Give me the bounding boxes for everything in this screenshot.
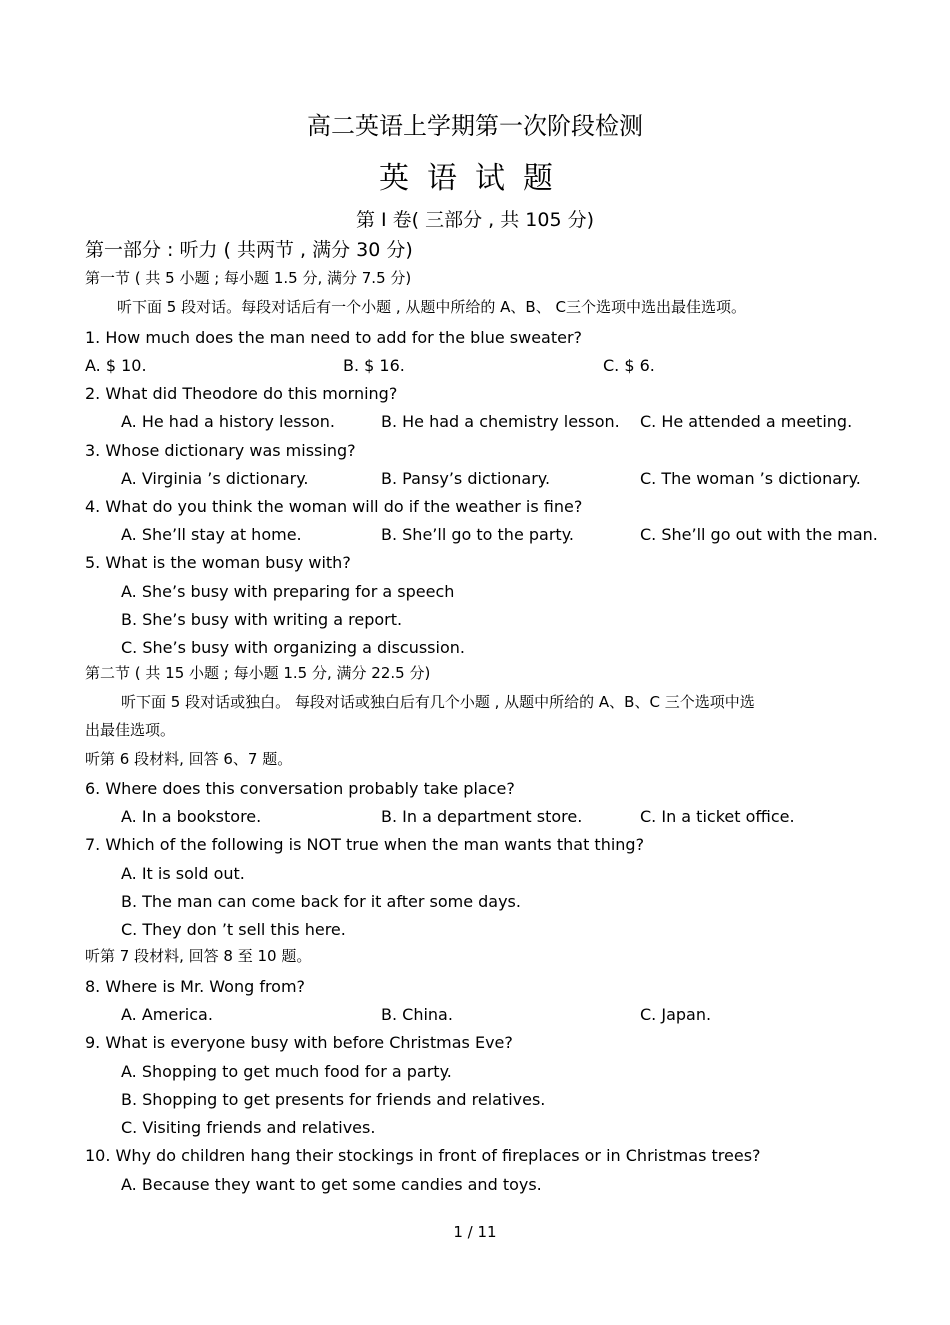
option-c: C. She’ll go out with the man.: [640, 525, 878, 544]
material-7-note: 听第 7 段材料, 回答 8 至 10 题。: [85, 947, 312, 965]
question-stem: 7. Which of the following is NOT true when the man wants that thing?: [85, 835, 645, 854]
option-c: C. In a ticket office.: [640, 807, 795, 826]
option-b: B. $ 16.: [343, 356, 405, 375]
question-stem: 8. Where is Mr. Wong from?: [85, 977, 306, 996]
page-number: 1 / 11: [453, 1223, 497, 1241]
question-stem: 1. How much does the man need to add for the blue sweater?: [85, 328, 583, 347]
option-b: B. Shopping to get presents for friends and relatives.: [121, 1090, 546, 1109]
option-a: A. Because they want to get some candies and toys.: [121, 1175, 542, 1194]
page-title: 高二英语上学期第一次阶段检测: [307, 112, 643, 140]
option-a: A. He had a history lesson.: [121, 412, 335, 431]
volume-heading: 第 Ⅰ 卷( 三部分 , 共 105 分): [355, 209, 594, 231]
question-stem: 3. Whose dictionary was missing?: [85, 441, 356, 460]
option-c: C. She’s busy with organizing a discussion.: [121, 638, 465, 657]
exam-subtitle: 英语试题: [379, 161, 571, 196]
option-a: A. $ 10.: [85, 356, 147, 375]
option-a: A. It is sold out.: [121, 864, 245, 883]
option-c: C. He attended a meeting.: [640, 412, 853, 431]
section2-instruction-line2: 出最佳选项。: [85, 721, 176, 739]
option-a: A. She’s busy with preparing for a speech: [121, 582, 455, 601]
option-b: B. The man can come back for it after some days.: [121, 892, 521, 911]
option-b: B. Pansy’s dictionary.: [381, 469, 551, 488]
option-c: C. They don ’t sell this here.: [121, 920, 346, 939]
option-b: B. China.: [381, 1005, 453, 1024]
option-a: A. America.: [121, 1005, 213, 1024]
question-stem: 9. What is everyone busy with before Christmas Eve?: [85, 1033, 513, 1052]
section2-instruction-line1: 听下面 5 段对话或独白。 每段对话或独白后有几个小题 , 从题中所给的 A、B、C 三个选项中选: [121, 693, 755, 711]
section1-heading: 第一节 ( 共 5 小题 ; 每小题 1.5 分, 满分 7.5 分): [85, 269, 412, 287]
question-stem: 6. Where does this conversation probably take place?: [85, 779, 515, 798]
section2-heading: 第二节 ( 共 15 小题 ; 每小题 1.5 分, 满分 22.5 分): [85, 664, 431, 682]
option-a: A. Shopping to get much food for a party.: [121, 1062, 452, 1081]
question-stem: 5. What is the woman busy with?: [85, 553, 351, 572]
option-a: A. In a bookstore.: [121, 807, 262, 826]
question-stem: 2. What did Theodore do this morning?: [85, 384, 398, 403]
option-a: A. She’ll stay at home.: [121, 525, 302, 544]
option-b: B. She’s busy with writing a report.: [121, 610, 403, 629]
option-c: C. Japan.: [640, 1005, 712, 1024]
option-b: B. He had a chemistry lesson.: [381, 412, 620, 431]
option-c: C. The woman ’s dictionary.: [640, 469, 861, 488]
option-b: B. She’ll go to the party.: [381, 525, 574, 544]
question-stem: 10. Why do children hang their stockings in front of fireplaces or in Christmas trees?: [85, 1146, 761, 1165]
option-a: A. Virginia ’s dictionary.: [121, 469, 309, 488]
option-c: C. $ 6.: [603, 356, 655, 375]
question-stem: 4. What do you think the woman will do if the weather is fine?: [85, 497, 583, 516]
option-b: B. In a department store.: [381, 807, 583, 826]
material-6-note: 听第 6 段材料, 回答 6、7 题。: [85, 750, 293, 768]
option-c: C. Visiting friends and relatives.: [121, 1118, 376, 1137]
part1-heading: 第一部分 : 听力 ( 共两节 , 满分 30 分): [85, 239, 413, 261]
section1-instruction: 听下面 5 段对话。每段对话后有一个小题 , 从题中所给的 A、B、 C三个选项中选出最佳选项。: [117, 298, 746, 316]
